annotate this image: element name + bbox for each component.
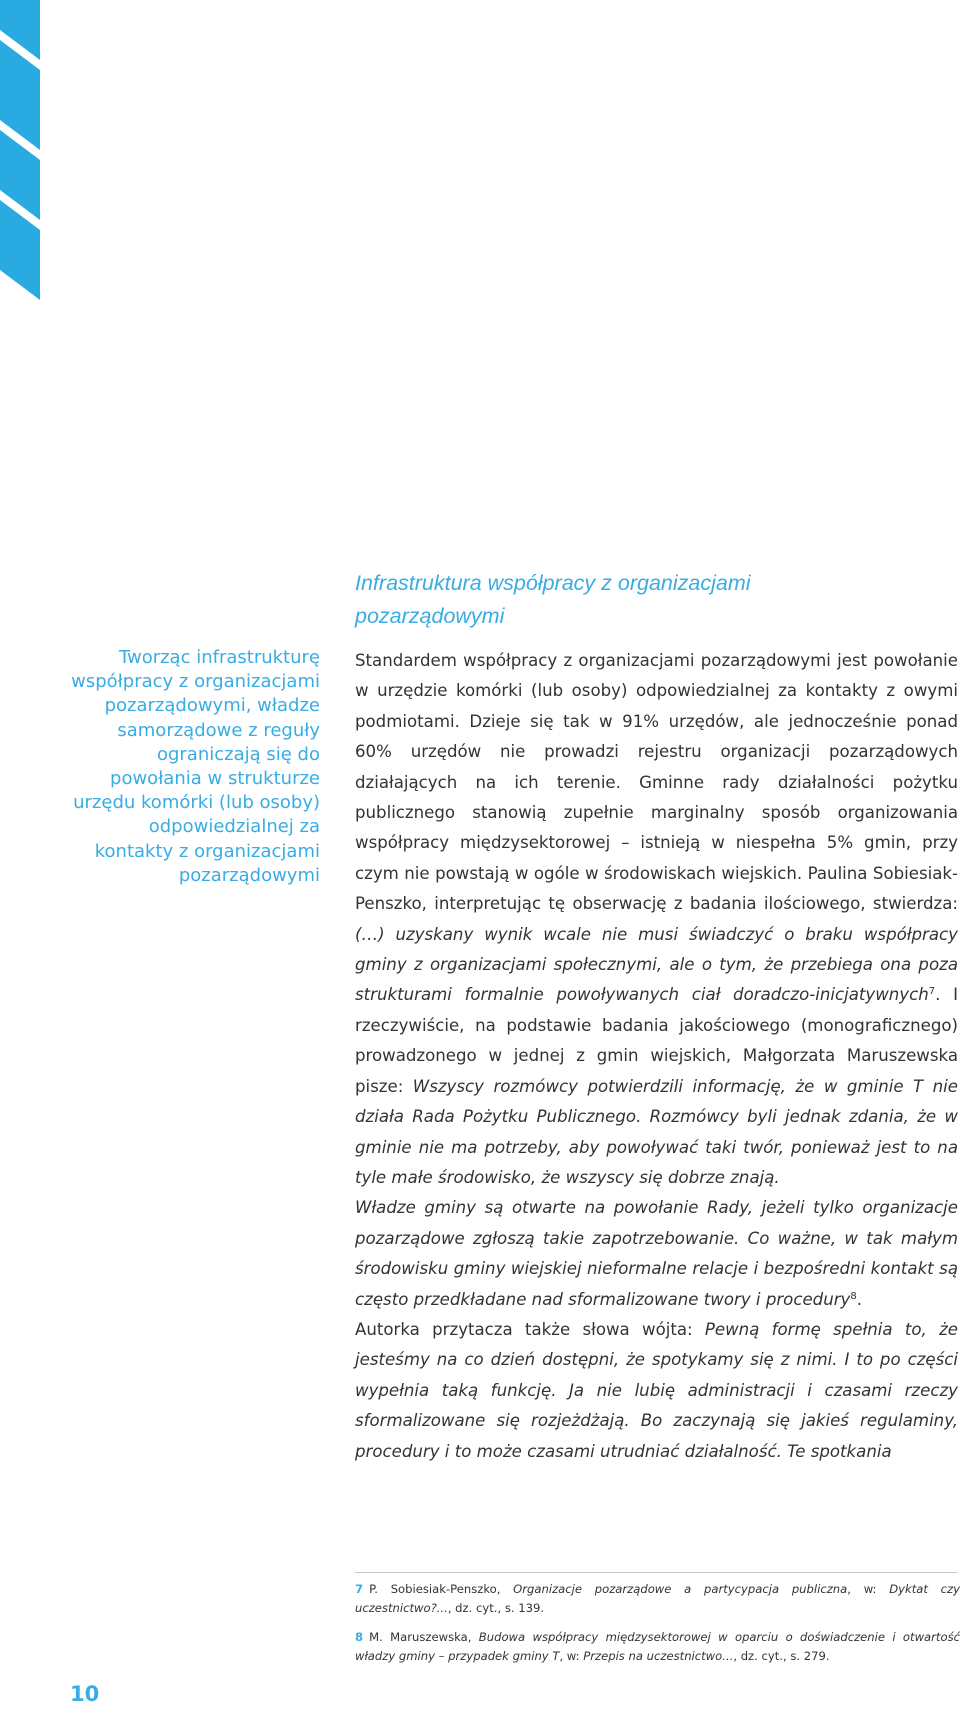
footnote-ref: 8 xyxy=(850,1290,857,1302)
footnote-text: , w: xyxy=(559,1648,584,1663)
footnote-author: P. Sobiesiak-Penszko, xyxy=(369,1582,514,1596)
footnote-number: 7 xyxy=(355,1582,364,1596)
footnote-divider xyxy=(355,1572,958,1573)
body-text-run: . xyxy=(856,1289,863,1309)
footnote-8 xyxy=(355,1628,960,1665)
sidebar-pull-quote: Tworząc infrastrukturę współpracy z organizacjami pozarządowymi, władze samorządowe z reguły ograniczają się do powołania w strukturze urzędu komórki (lub osoby) odpowiedzialnej za kontakty z organizacjami pozarządowymi xyxy=(71,647,320,886)
section-title-line: pozarządowymi xyxy=(355,604,505,628)
footnote-number: 8 xyxy=(355,1630,364,1644)
footnote-ref: 7 xyxy=(928,986,936,998)
footnote-source: Dyktat czy uczestnictwo?... xyxy=(355,1582,960,1615)
footnote-text: , dz. cyt., s. 279. xyxy=(733,1648,830,1663)
quote-italic: Władze gminy są otwarte na powołanie Rady, jeżeli tylko organizacje pozarządowe zgłoszą takie zapotrzebowanie. Co ważne, w tak małym środowisku gminy wiejskiej nieformalne relacje i bezpośredni kontakt są często przedkładane nad sformalizowane twory i procedury xyxy=(355,1198,958,1309)
paragraph xyxy=(355,1315,958,1467)
quote-italic: Wszyscy rozmówcy potwierdzili informację, że w gminie T nie działa Rada Pożytku Publicznego. Rozmówcy byli jednak zdania, że w gminie nie ma potrzeby, aby powoływać taki twór, ponieważ jest to na tyle małe środowisko, że wszyscy się dobrze znają. xyxy=(355,1076,958,1187)
quote-italic: Pewną formę spełnia to, że jesteśmy na co dzień dostępni, że spotykamy się z nimi. I to po części wypełnia taką funkcję. Ja nie lubię administracji i czasami rzeczy sformalizowane się rozjeżdżają. Bo zaczynają się jakieś regulaminy, procedury i to może czasami utrudniać działalność. Te spotkania xyxy=(355,1319,959,1461)
chevron-stripe-decoration xyxy=(0,0,42,300)
footnote-title: Organizacje pozarządowe a partycypacja publiczna xyxy=(513,1582,848,1596)
section-title xyxy=(355,567,955,633)
footnote-title: Budowa współpracy międzysektorowej w oparciu o doświadczenie i otwartość władzy gminy – przypadek gminy T xyxy=(355,1630,960,1663)
footnote-text: , dz. cyt., s. 139. xyxy=(447,1600,545,1615)
paragraph xyxy=(355,646,958,1193)
footnote-author: M. Maruszewska, xyxy=(369,1630,479,1644)
paragraph xyxy=(355,1193,958,1315)
footnote-text: , w: xyxy=(847,1582,890,1596)
main-body-text xyxy=(355,646,958,1467)
section-title-line: Infrastruktura współpracy z organizacjami xyxy=(355,571,751,595)
page-number: 10 xyxy=(70,1682,100,1706)
body-text-run: Standardem współpracy z organizacjami pozarządowymi jest powołanie w urzędzie komórki (lub osoby) odpowiedzialnej za kontakty z owymi podmiotami. Dzieje się tak w 91% urzędów, ale jednocześnie ponad 60% urzędów nie prowadzi rejestru organizacji pozarządowych działających na ich terenie. Gminne rady działalności pożytku publicznego stanowią zupełnie marginalny sposób organizowania współpracy międzysektorowej – istnieją w niespełna 5% gmin, przy czym nie powstają w ogóle w środowiskach wiejskich. Paulina Sobiesiak-Penszko, interpretując tę obserwację z badania ilościowego, stwierdza: xyxy=(355,651,958,914)
quote-italic: (…) uzyskany wynik wcale nie musi świadczyć o braku współpracy gminy z organizacjami społecznymi, ale o tym, że przebiega ona poza strukturami formalnie powoływanych ciał doradczo-inicjatywnych xyxy=(355,924,958,1005)
footnote-source: Przepis na uczestnictwo... xyxy=(583,1648,734,1663)
body-text-run: . I rzeczywiście, na podstawie badania jakościowego (monograficznego) prowadzonego w jednej z gmin wiejskich, Małgorzata Maruszewska pisze: xyxy=(355,985,958,1096)
body-text-run: Autorka przytacza także słowa wójta: xyxy=(355,1319,705,1339)
footnote-7 xyxy=(355,1580,960,1617)
